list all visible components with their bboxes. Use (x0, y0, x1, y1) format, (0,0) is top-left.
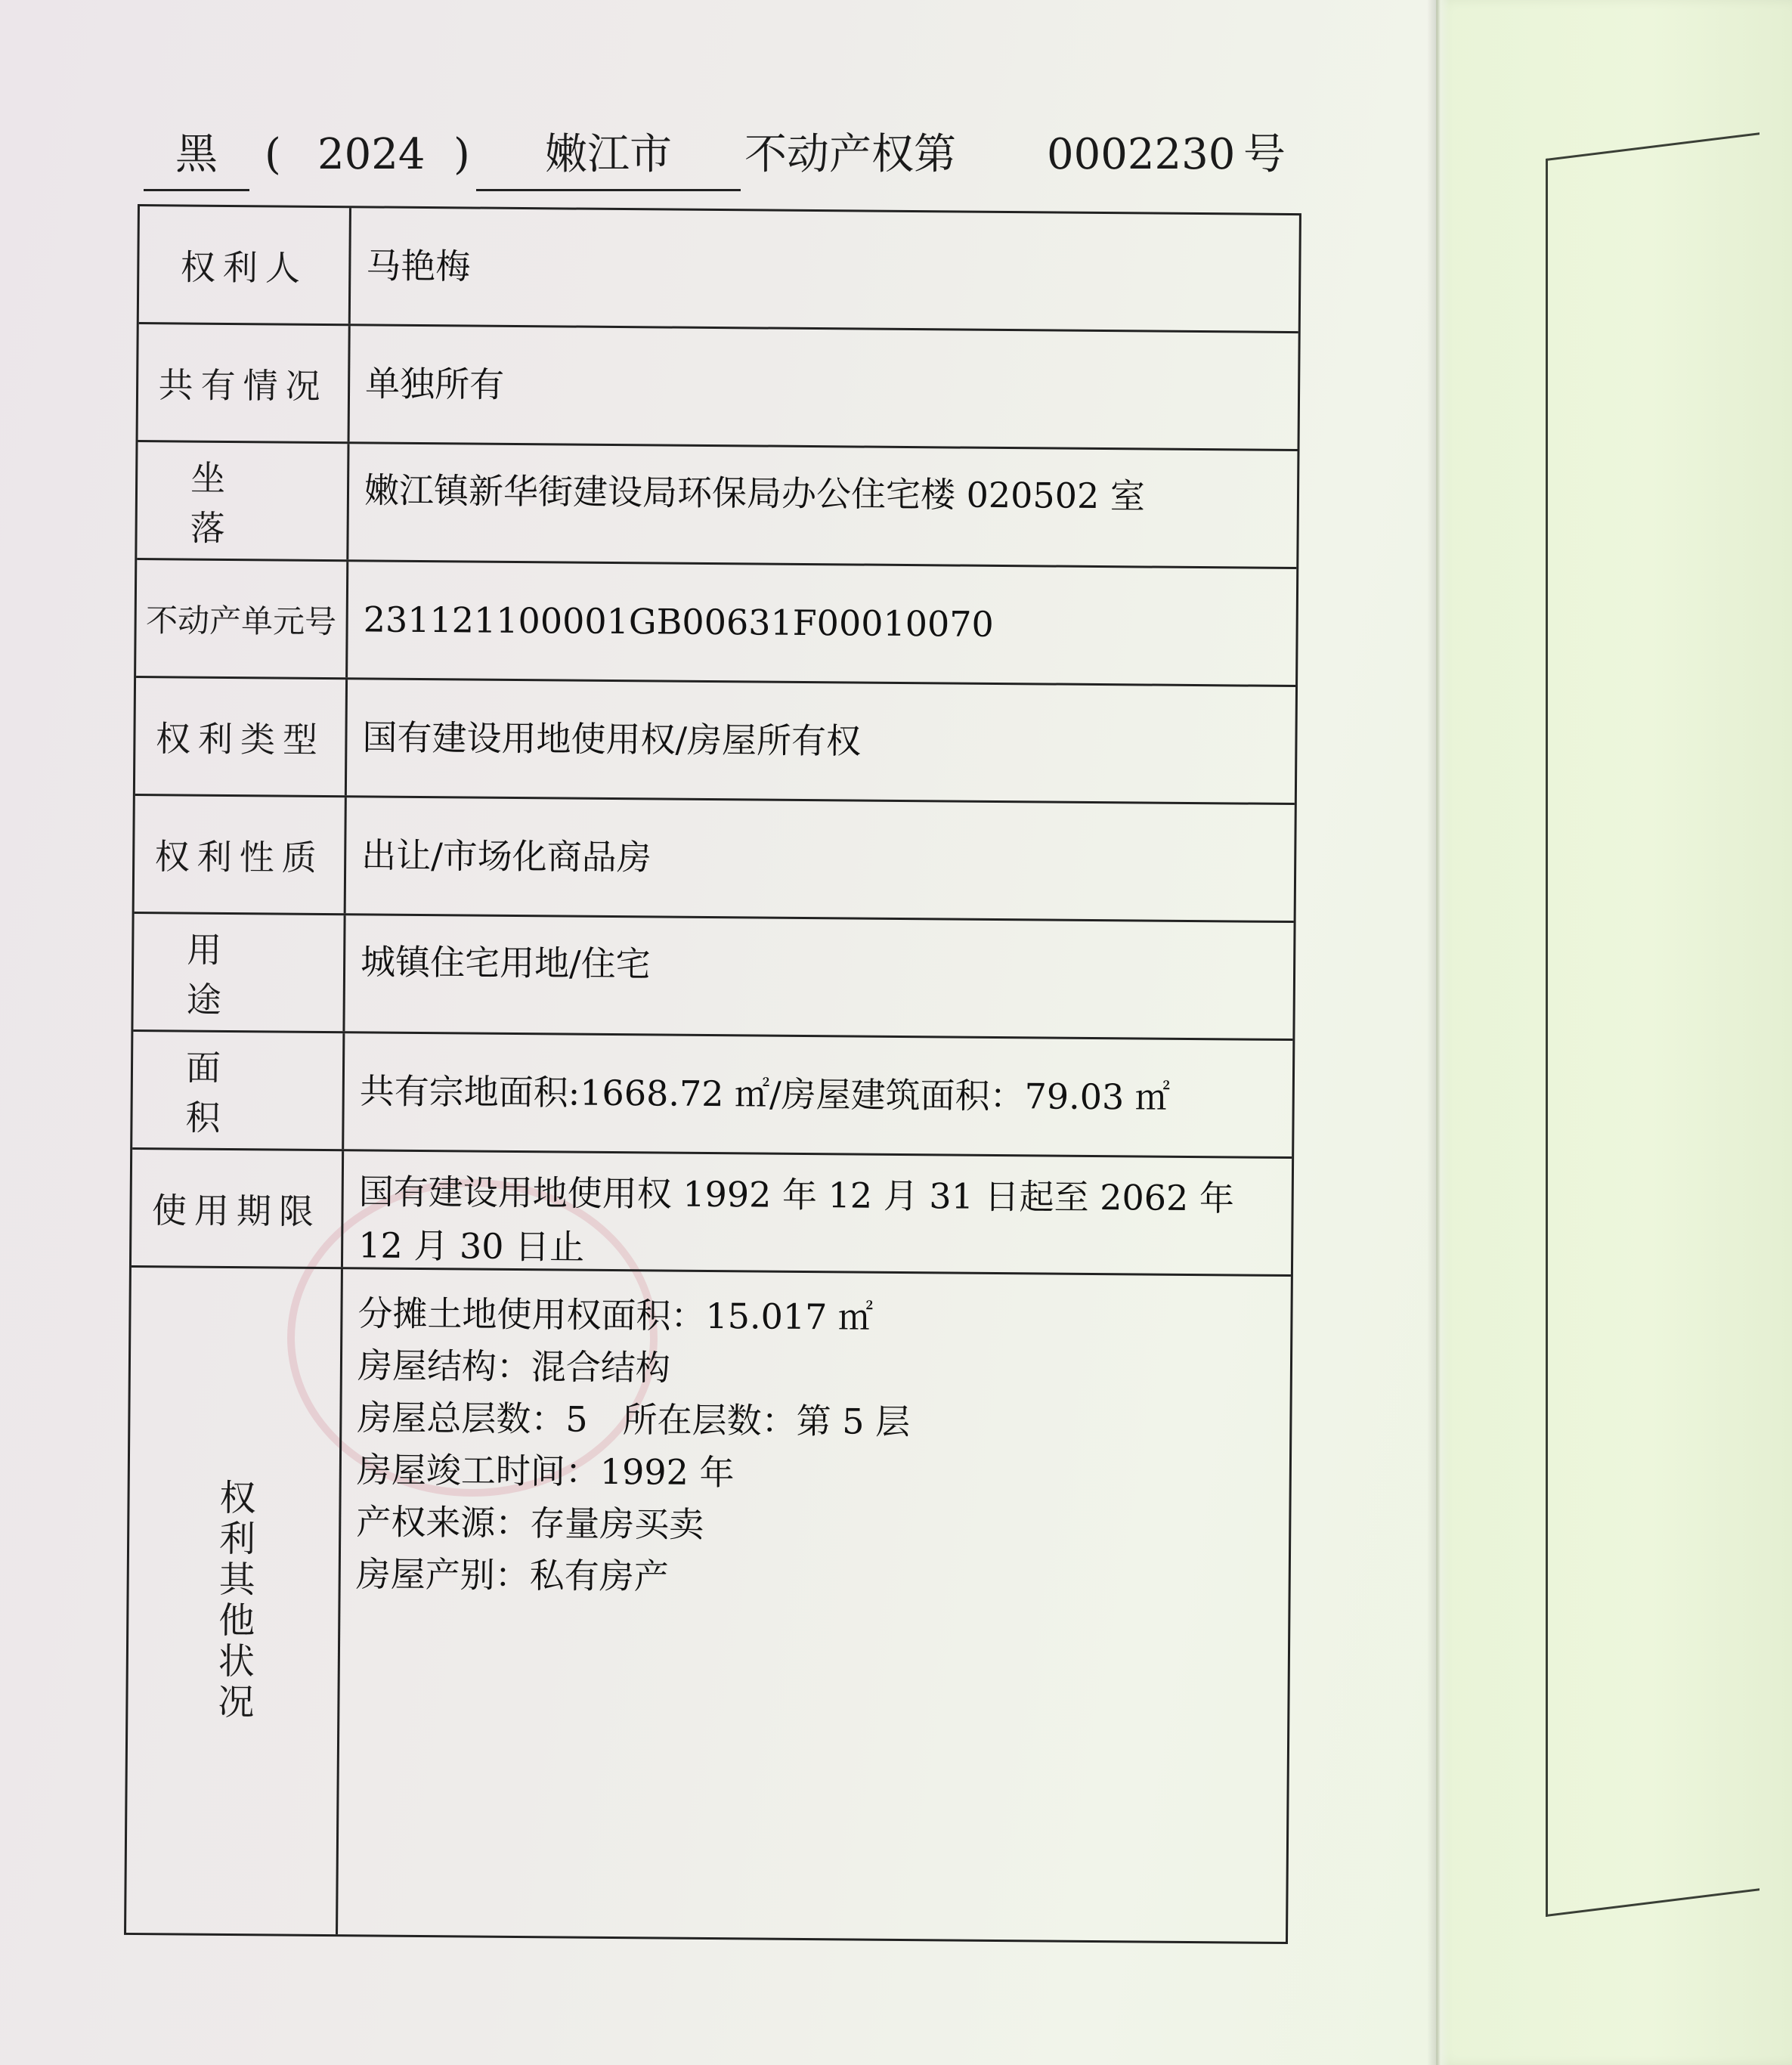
row-value: 共有宗地面积:1668.72 ㎡/房屋建筑面积：79.03 ㎡ (359, 1070, 1171, 1118)
table-row (139, 206, 1299, 333)
other-line: 房屋结构：混合结构 (357, 1345, 671, 1389)
table-row (136, 560, 1296, 687)
other-line: 产权来源：存量房买卖 (356, 1501, 704, 1545)
other-line: 分摊土地使用权面积：15.017 ㎡ (357, 1293, 874, 1338)
right-page (1436, 0, 1792, 2065)
row-label: 面积 (132, 1032, 345, 1149)
table-row (135, 796, 1295, 923)
row-value: 城镇住宅用地/住宅 (360, 941, 651, 985)
year-close-paren: ) (453, 130, 470, 179)
cert-number: 0002230 (1047, 130, 1236, 179)
year-open-paren: ( (265, 130, 281, 179)
other-line: 房屋总层数：5 所在层数：第 5 层 (357, 1397, 911, 1443)
row-label: 权利人 (139, 206, 351, 324)
row-label: 共有情况 (138, 324, 351, 441)
inner-frame-border (1546, 132, 1760, 1917)
table-row (138, 324, 1298, 451)
certificate-header (144, 121, 1323, 189)
table-row (133, 914, 1293, 1041)
row-label: 坐落 (137, 442, 349, 559)
row-value: 出让/市场化商品房 (361, 834, 651, 878)
book-spine (1427, 0, 1450, 2065)
table-row-other (126, 1268, 1291, 1942)
other-line: 房屋竣工时间：1992 年 (356, 1449, 735, 1494)
row-value: 231121100001GB00631F00010070 (363, 599, 995, 646)
row-value: 国有建设用地使用权/房屋所有权 (362, 717, 862, 762)
row-label: 权利性质 (135, 796, 347, 913)
cert-suffix: 号 (1243, 130, 1286, 179)
row-label-other: 权利其他状况 (126, 1268, 343, 1934)
row-label: 权利类型 (135, 678, 348, 795)
other-line: 房屋产别：私有房产 (355, 1553, 669, 1597)
property-record-table (124, 204, 1301, 1944)
row-value: 嫩江镇新华街建设局环保局办公住宅楼 020502 室 (364, 469, 1146, 517)
row-label: 用途 (133, 914, 345, 1031)
row-value: 单独所有 (364, 363, 505, 405)
row-label: 使用期限 (132, 1150, 344, 1267)
year: 2024 (317, 130, 426, 179)
row-value: 国有建设用地使用权 1992 年 12 月 31 日起至 2062 年 12 月 30 日止 (357, 1171, 1235, 1268)
cert-prefix: 不动产权第 (744, 130, 956, 179)
other-details (353, 1269, 1268, 1941)
table-row (132, 1150, 1292, 1277)
table-row (132, 1032, 1292, 1159)
province-code: 黑 (144, 121, 249, 191)
table-row (137, 442, 1297, 569)
row-label: 不动产单元号 (136, 560, 348, 677)
table-row (135, 678, 1295, 805)
row-value: 马艳梅 (366, 245, 471, 287)
city-name: 嫩江市 (476, 121, 741, 191)
